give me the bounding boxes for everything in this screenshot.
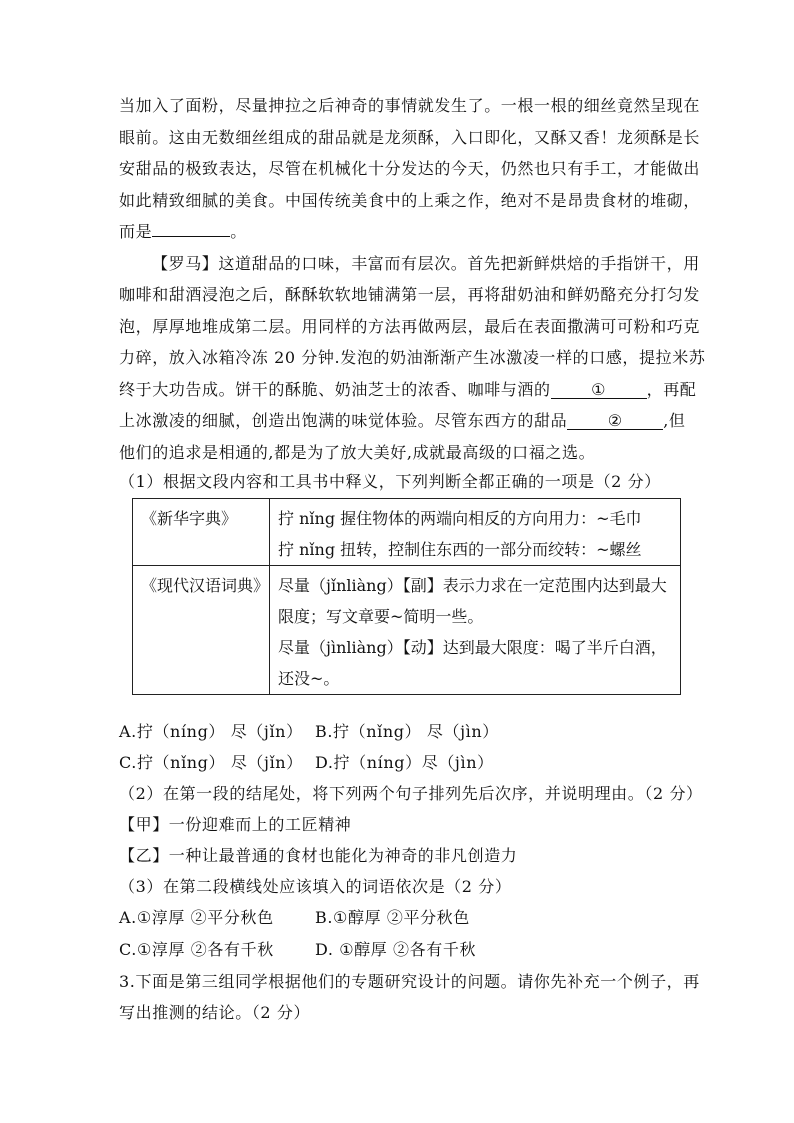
paragraph2-text: 终于大功告成。饼干的酥脆、奶油芝士的浓香、咖啡与酒的 bbox=[119, 380, 551, 399]
definition-line: 拧 nǐng 扭转，控制住东西的一部分而绞转：~螺丝 bbox=[278, 540, 642, 559]
sentence-jia: 【甲】一份迎难而上的工匠精神 bbox=[119, 815, 352, 834]
paragraph2-line bbox=[119, 380, 696, 400]
definition-line: 还没~。 bbox=[278, 669, 340, 688]
paragraph1-line: 眼前。这由无数细丝组成的甜品就是龙须酥，入口即化，又酥又香！龙须酥是长 bbox=[119, 128, 701, 147]
question1-options-row bbox=[119, 722, 499, 742]
option-d[interactable]: D. ①醇厚 ②各有千秋 bbox=[315, 940, 477, 959]
paragraph2-line: 力碎，放入冰箱冷冻 20 分钟.发泡的奶油渐渐产生冰激凌一样的口感，提拉米苏 bbox=[119, 348, 706, 367]
question-3-heading: 3.下面是第三组同学根据他们的专题研究设计的问题。请你先补充一个例子，再 bbox=[119, 972, 700, 991]
definition-line: 限度；写文章要~简明一些。 bbox=[278, 607, 484, 626]
question2-prompt: （2）在第一段的结尾处，将下列两个句子排列先后次序，并说明理由。（2 分） bbox=[119, 784, 703, 803]
option-a[interactable]: A.拧（níng） 尽（jǐn） bbox=[119, 722, 303, 741]
option-b[interactable]: B.①醇厚 ②平分秋色 bbox=[315, 908, 470, 927]
paragraph1-line: 如此精致细腻的美食。中国传统美食中的上乘之作，绝对不是昂贵食材的堆砌， bbox=[119, 191, 701, 210]
dictionary-source: 《新华字典》 bbox=[133, 499, 270, 566]
paragraph2-line: 咖啡和甜酒浸泡之后，酥酥软软地铺满第一层，再将甜奶油和鲜奶酪充分打匀发 bbox=[119, 285, 701, 304]
paragraph2-line: 泡，厚厚地堆成第二层。用同样的方法再做两层，最后在表面撒满可可粉和巧克 bbox=[119, 317, 701, 336]
option-c[interactable]: C.拧（nǐng） 尽（jǐn） bbox=[119, 753, 303, 772]
paragraph2-line bbox=[119, 411, 686, 431]
paragraph2-text: 上冰激凌的细腻，创造出饱满的味觉体验。尽管东西方的甜品 bbox=[119, 411, 568, 430]
table-row bbox=[133, 566, 681, 695]
paragraph2-line: 他们的追求是相通的,都是为了放大美好,成就最高级的口福之选。 bbox=[119, 443, 596, 462]
table-row bbox=[133, 499, 681, 566]
paragraph1-text: 而是 bbox=[119, 222, 153, 241]
definition-line: 尽量（jìnliàng）【动】达到最大限度：喝了半斤白酒， bbox=[278, 638, 667, 657]
dictionary-source: 《现代汉语词典》 bbox=[133, 566, 270, 695]
dictionary-definition bbox=[270, 566, 681, 695]
option-c[interactable]: C.①淳厚 ②各有千秋 bbox=[119, 940, 274, 959]
definition-line: 尽量（jǐnliàng）【副】表示力求在一定范围内达到最大 bbox=[278, 576, 667, 595]
fill-blank[interactable] bbox=[152, 236, 230, 237]
sentence-yi: 【乙】一种让最普通的食材也能化为神奇的非凡创造力 bbox=[119, 846, 518, 865]
question3-prompt: （3）在第二段横线处应该填入的词语依次是（2 分） bbox=[119, 877, 512, 896]
definition-line: 拧 nǐng 握住物体的两端向相反的方向用力：~毛巾 bbox=[278, 509, 642, 528]
question3-options-row bbox=[119, 940, 476, 960]
question1-prompt: （1）根据文段内容和工具书中释义，下列判断全都正确的一项是（2 分） bbox=[119, 472, 661, 491]
paragraph1-line: 当加入了面粉，尽量抻拉之后神奇的事情就发生了。一根一根的细丝竟然呈现在 bbox=[119, 96, 701, 115]
fill-blank-1[interactable]: ① bbox=[551, 382, 647, 399]
paragraph1-last-line bbox=[119, 222, 247, 242]
paragraph1-text: 。 bbox=[230, 222, 247, 241]
question-3-heading: 写出推测的结论。（2 分） bbox=[119, 1003, 311, 1022]
dictionary-table bbox=[132, 498, 681, 695]
option-d[interactable]: D.拧（níng）尽（jìn） bbox=[315, 753, 494, 772]
option-a[interactable]: A.①淳厚 ②平分秋色 bbox=[119, 908, 274, 927]
fill-blank-2[interactable]: ② bbox=[567, 413, 663, 430]
paragraph2-text: ，再配 bbox=[646, 380, 697, 399]
paragraph1-line: 安甜品的极致表达，尽管在机械化十分发达的今天，仍然也只有手工，才能做出 bbox=[119, 159, 701, 178]
paragraph2-line: 【罗马】这道甜品的口味，丰富而有层次。首先把新鲜烘焙的手指饼干，用 bbox=[152, 254, 700, 273]
dictionary-definition bbox=[270, 499, 681, 566]
paragraph2-text: ,但 bbox=[663, 411, 686, 430]
option-b[interactable]: B.拧（nǐng） 尽（jìn） bbox=[315, 722, 499, 741]
question3-options-row bbox=[119, 908, 470, 928]
question1-options-row bbox=[119, 753, 494, 773]
